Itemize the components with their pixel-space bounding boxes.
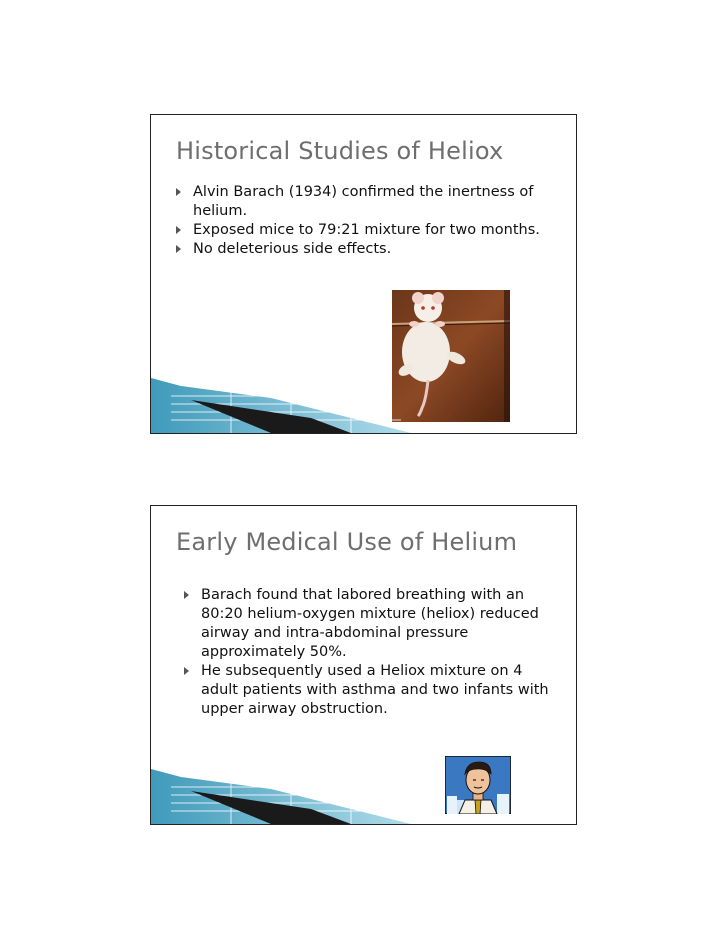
slide-title: Historical Studies of Heliox	[176, 137, 504, 165]
slide-early-medical-use	[150, 505, 577, 825]
bullet-arrow-icon	[176, 245, 181, 253]
bullet-text: No deleterious side effects.	[193, 241, 392, 257]
bullet-text: Barach found that labored breathing with an 80:20 helium-oxygen mixture (heliox) reduced airway and intra-abdominal pressure approximately 50%.	[201, 587, 539, 660]
bullet-item	[173, 221, 553, 240]
bullet-text: He subsequently used a Heliox mixture on 4 adult patients with asthma and two infants with upper airway obstruction.	[201, 663, 549, 717]
bullet-text: Alvin Barach (1934) confirmed the inertness of helium.	[193, 184, 534, 219]
slide-title: Early Medical Use of Helium	[176, 528, 518, 556]
bullet-arrow-icon	[176, 188, 181, 196]
bullet-item	[173, 240, 553, 259]
decorative-swoosh	[151, 378, 411, 433]
slide-historical-studies	[150, 114, 577, 434]
bullet-item	[173, 183, 553, 221]
bullet-list	[173, 183, 553, 259]
businessman-clipart	[445, 756, 511, 814]
bullet-item	[181, 586, 551, 662]
bullet-arrow-icon	[184, 667, 189, 675]
decorative-swoosh	[151, 769, 411, 824]
bullet-list	[181, 586, 551, 719]
bullet-item	[181, 662, 551, 719]
bullet-text: Exposed mice to 79:21 mixture for two months.	[193, 222, 540, 238]
bullet-arrow-icon	[176, 226, 181, 234]
bullet-arrow-icon	[184, 591, 189, 599]
